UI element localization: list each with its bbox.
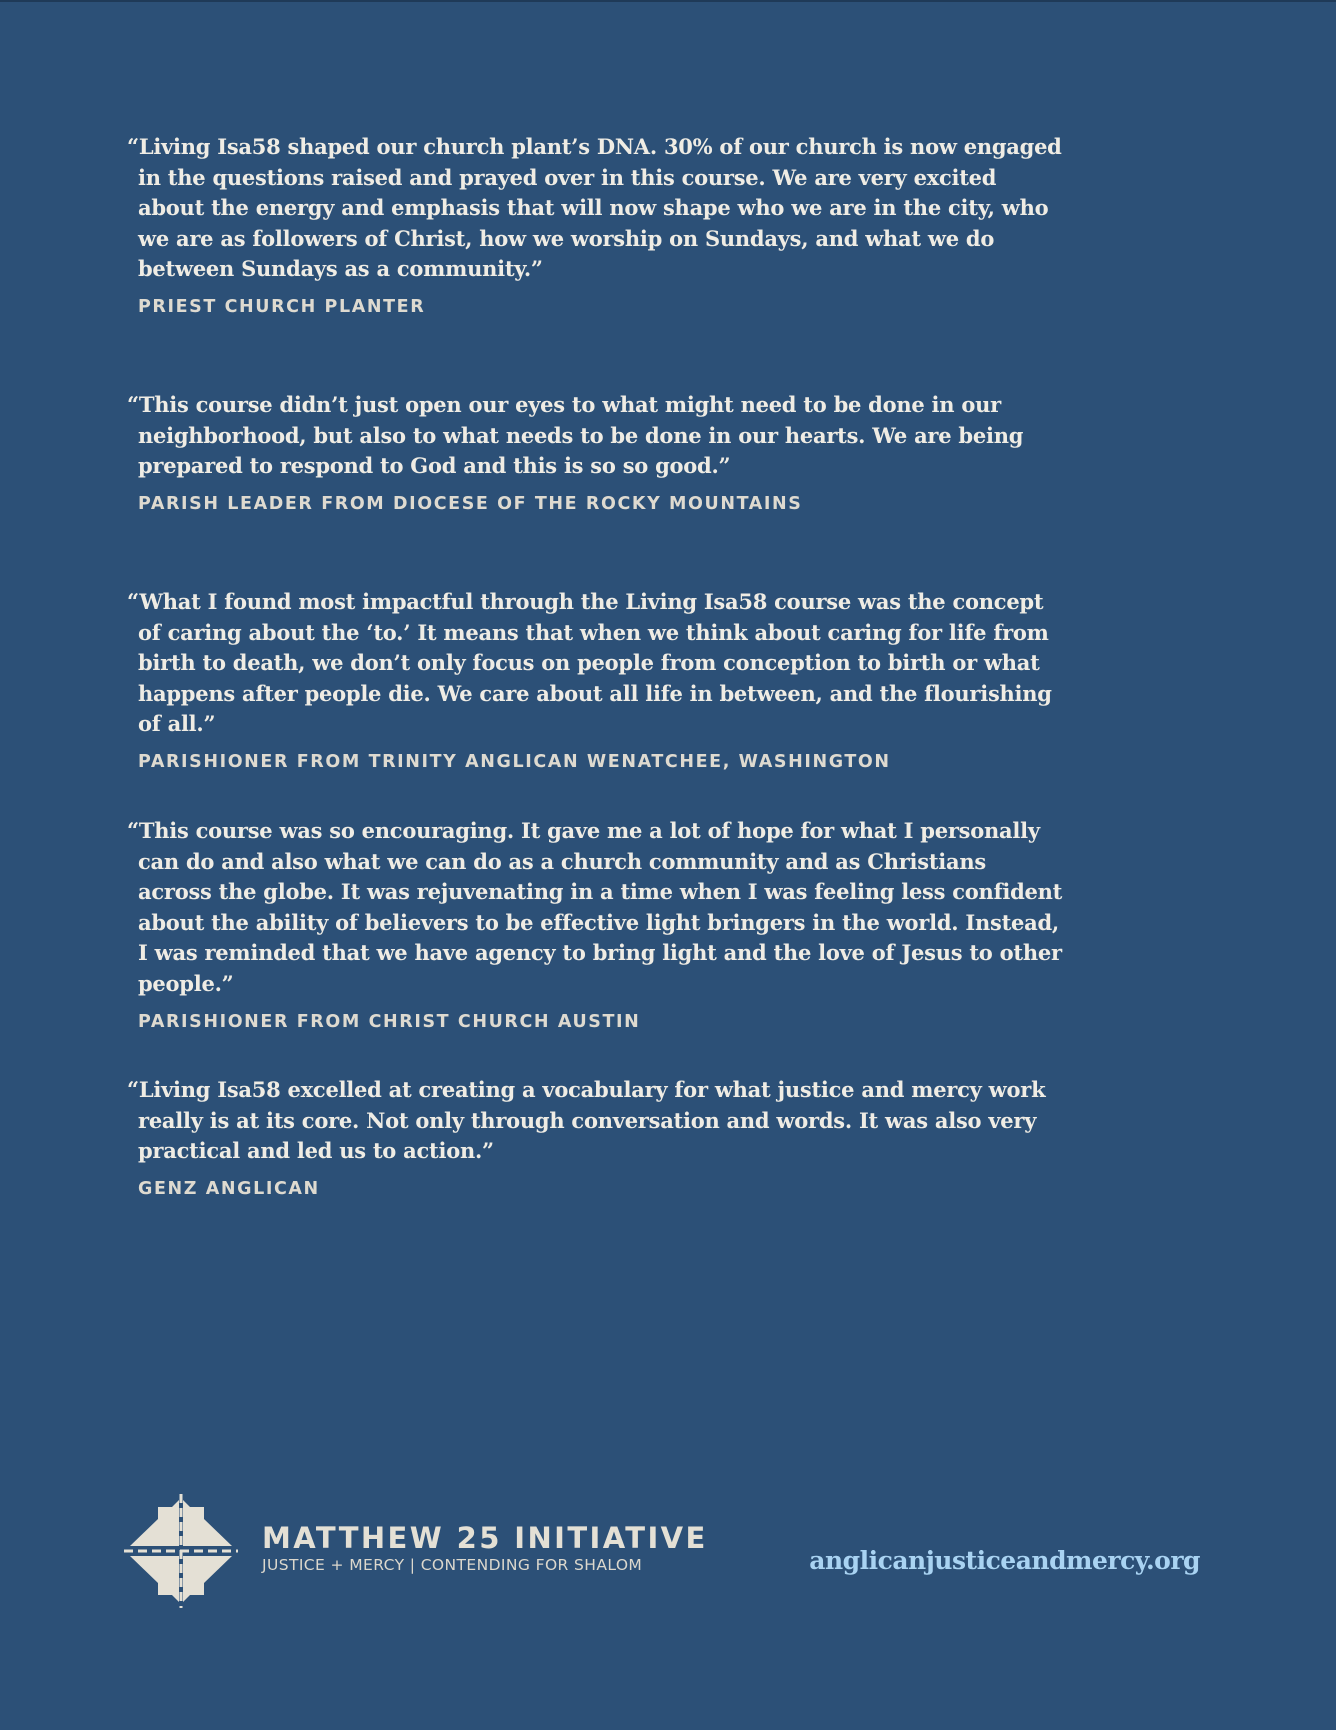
testimonial-attribution: PARISHIONER FROM CHRIST CHURCH AUSTIN <box>138 1011 641 1032</box>
testimonial-attribution: PARISH LEADER FROM DIOCESE OF THE ROCKY MOUNTAINS <box>138 493 803 514</box>
testimonial <box>126 587 1066 772</box>
testimonial-quote: “This course didn’t just open our eyes to what might need to be done in our neighborhood, but also to what needs to be done in our hearts. We are being prepared to respond to God and this is so so good.” <box>127 392 1024 479</box>
cross-logo-icon <box>124 1494 238 1608</box>
testimonial-quote: “What I found most impactful through the Living Isa58 course was the concept of caring about the ‘to.’ It means that when we think about caring for life from birth to death, we don’t only focus on people from conception to birth or what happens after people die. We care about all life in between, and the flourishing of all.” <box>127 589 1052 737</box>
testimonial <box>126 816 1066 1032</box>
testimonial <box>126 390 1066 514</box>
testimonial-attribution: PRIEST CHURCH PLANTER <box>138 296 426 317</box>
testimonial-attribution: PARISHIONER FROM TRINITY ANGLICAN WENATCHEE, WASHINGTON <box>138 751 891 772</box>
testimonial-attribution: GENZ ANGLICAN <box>138 1178 320 1199</box>
brand-title: MATTHEW 25 INITIATIVE <box>262 1521 708 1555</box>
brand-tagline: JUSTICE + MERCY | CONTENDING FOR SHALOM <box>262 1556 643 1574</box>
testimonial <box>126 132 1066 317</box>
testimonial <box>126 1075 1066 1199</box>
top-border <box>0 0 1336 2</box>
testimonial-quote: “Living Isa58 shaped our church plant’s DNA. 30% of our church is now engaged in the questions raised and prayed over in this course. We are very excited about the energy and emphasis that will now shape who we are in the city, who we are as followers of Christ, how we worship on Sundays, and what we do between Sundays as a community.” <box>127 134 1062 282</box>
brand-block <box>262 1522 708 1574</box>
website-link[interactable]: anglicanjusticeandmercy.org <box>809 1546 1200 1575</box>
testimonial-quote: “Living Isa58 excelled at creating a vocabulary for what justice and mercy work really is at its core. Not only through conversation and words. It was also very practical and led us to action.” <box>127 1077 1046 1164</box>
testimonial-quote: “This course was so encouraging. It gave me a lot of hope for what I personally can do and also what we can do as a church community and as Christians across the globe. It was rejuvenating in a time when I was feeling less confident about the ability of believers to be effective light bringers in the world. Instead, I was reminded that we have agency to bring light and the love of Jesus to other people.” <box>127 818 1063 996</box>
